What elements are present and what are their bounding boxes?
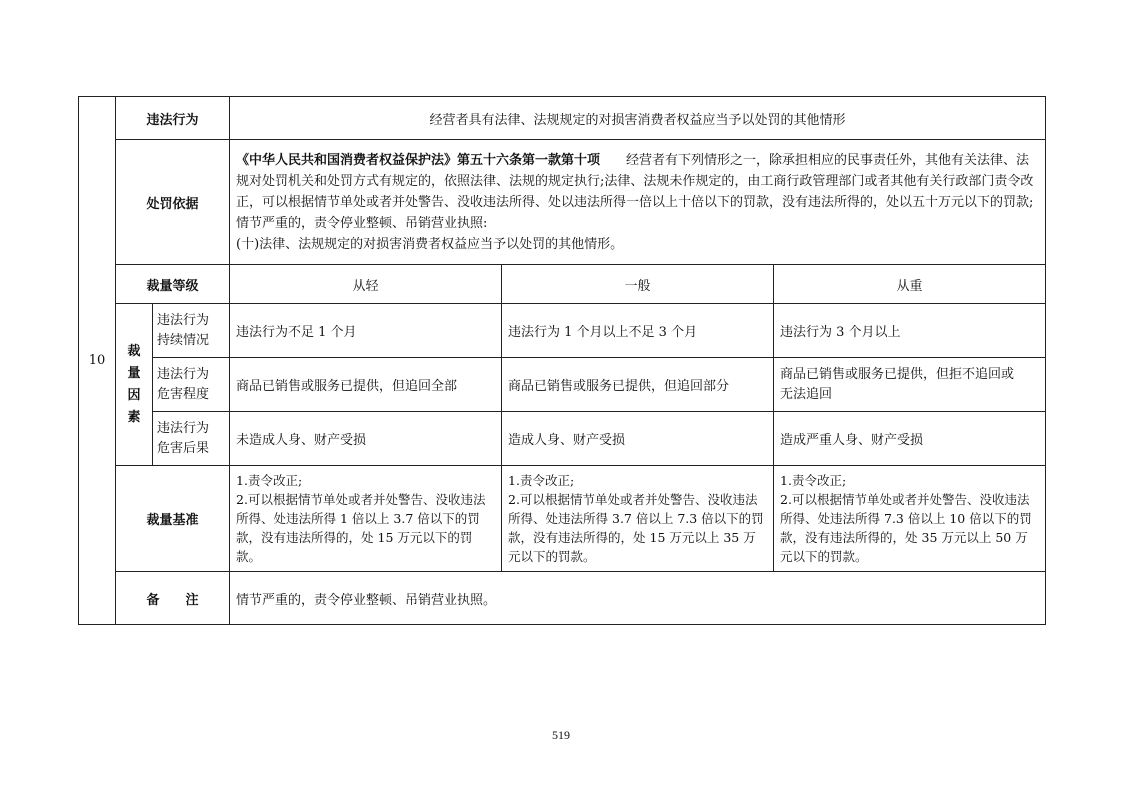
factor-name-line: 违法行为 (157, 366, 210, 382)
factor-name-line: 危害程度 (157, 386, 210, 402)
remark-label: 备 注 (116, 572, 230, 625)
standard-line: 1.责令改正; (780, 473, 847, 488)
basis-text: 经营者有下列情形之一，除承担相应的民事责任外，其他有关法律、法规对处罚机关和处罚方式有规定的，依照法律、法规的规定执行;法律、法规未作规定的，由工商行政管理部门或者其他有关行政部门责令改正，可以根据情节单处或者并处警告、没收违法所得、处以违法所得一倍以上十倍以下的罚款，没有违法所得的，处以五十万元以下的罚款;情节严重的，责令停业整顿、吊销营业执照: (236, 152, 1034, 231)
standard-label: 裁量基准 (116, 466, 230, 572)
factor-degree-heavy (774, 358, 1046, 412)
standard-line: 2.可以根据情节单处或者并处警告、没收违法所得、处违法所得 1 倍以上 3.7 倍以下的罚款，没有违法所得的，处 15 万元以下的罚款。 (236, 492, 486, 564)
standard-line: 1.责令改正; (508, 473, 575, 488)
levels-row (79, 265, 1046, 304)
factor-consequence-heavy: 造成严重人身、财产受损 (774, 412, 1046, 466)
level-normal: 一般 (502, 265, 774, 304)
violation-row (79, 97, 1046, 140)
row-number: 10 (79, 97, 116, 625)
factor-row-degree (79, 358, 1046, 412)
factors-label-char: 因 (127, 387, 141, 403)
basis-label: 处罚依据 (116, 140, 230, 265)
factor-degree-heavy-line: 无法追回 (780, 386, 833, 402)
factor-name-line: 持续情况 (157, 332, 210, 348)
standard-light (230, 466, 502, 572)
level-light: 从轻 (230, 265, 502, 304)
factor-row-consequence (79, 412, 1046, 466)
standard-heavy (774, 466, 1046, 572)
factor-name-line: 违法行为 (157, 312, 210, 328)
factors-label (116, 304, 153, 466)
factors-label-char: 素 (127, 409, 141, 425)
factor-duration-light: 违法行为不足 1 个月 (230, 304, 502, 358)
factor-duration-normal: 违法行为 1 个月以上不足 3 个月 (502, 304, 774, 358)
factor-degree-normal: 商品已销售或服务已提供，但追回部分 (502, 358, 774, 412)
factor-degree-light: 商品已销售或服务已提供，但追回全部 (230, 358, 502, 412)
factor-name-degree (153, 358, 230, 412)
level-heavy: 从重 (774, 265, 1046, 304)
factors-label-char: 量 (127, 365, 141, 381)
page-number: 519 (552, 728, 570, 742)
basis-item: (十)法律、法规规定的对损害消费者权益应当予以处罚的其他情形。 (236, 236, 624, 252)
remark-text: 情节严重的，责令停业整顿、吊销营业执照。 (230, 572, 1046, 625)
factor-name-line: 危害后果 (157, 440, 210, 456)
levels-label: 裁量等级 (116, 265, 230, 304)
basis-reference: 《中华人民共和国消费者权益保护法》第五十六条第一款第十项 (236, 152, 601, 168)
violation-text: 经营者具有法律、法规规定的对损害消费者权益应当予以处罚的其他情形 (230, 97, 1046, 140)
penalty-discretion-table (78, 96, 1046, 625)
factor-name-consequence (153, 412, 230, 466)
remark-row (79, 572, 1046, 625)
factor-duration-heavy: 违法行为 3 个月以上 (774, 304, 1046, 358)
factor-name-duration (153, 304, 230, 358)
violation-label: 违法行为 (116, 97, 230, 140)
standard-row (79, 466, 1046, 572)
standard-line: 1.责令改正; (236, 473, 303, 488)
standard-line: 2.可以根据情节单处或者并处警告、没收违法所得、处违法所得 7.3 倍以上 10 倍以下的罚款，没有违法所得的，处 35 万元以上 50 万元以下的罚款。 (780, 492, 1032, 564)
factor-consequence-light: 未造成人身、财产受损 (230, 412, 502, 466)
basis-content (230, 140, 1046, 265)
factor-row-duration (79, 304, 1046, 358)
basis-row (79, 140, 1046, 265)
factor-name-line: 违法行为 (157, 420, 210, 436)
factor-consequence-normal: 造成人身、财产受损 (502, 412, 774, 466)
factors-label-char: 裁 (127, 343, 141, 359)
factor-degree-heavy-line: 商品已销售或服务已提供，但拒不追回或 (780, 366, 1015, 382)
standard-line: 2.可以根据情节单处或者并处警告、没收违法所得、处违法所得 3.7 倍以上 7.3 倍以下的罚款，没有违法所得的，处 15 万元以上 35 万元以下的罚款。 (508, 492, 764, 564)
standard-normal (502, 466, 774, 572)
